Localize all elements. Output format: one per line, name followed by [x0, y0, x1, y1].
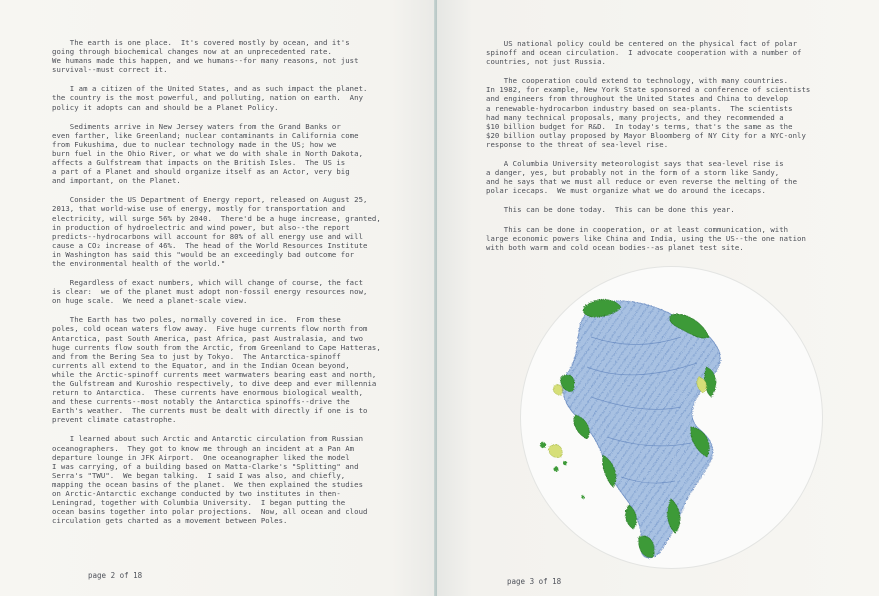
text-line: and these currents--most notably the Antarctica spinoffs--drive the — [52, 397, 350, 407]
paragraph — [486, 205, 810, 214]
text-line: Sediments arrive in New Jersey waters from the Grand Banks or — [52, 121, 341, 131]
text-line: Earth's weather. The currents must be dealt with directly if one is to — [52, 406, 368, 416]
text-line: spinoff and ocean circulation. I advocate cooperation with a number of — [486, 48, 802, 58]
text-line: had many technical proposals, many projects, and they recommended a — [486, 112, 784, 122]
text-line: Leningrad, together with Columbia University. I began putting the — [52, 498, 346, 508]
text-line: Antarctica, past South America, past Africa, past Australasia, and two — [52, 333, 364, 343]
paragraph — [486, 76, 810, 149]
text-line: return to Antarctica. These currents have enormous biological wealth, — [52, 388, 364, 398]
text-line: currents all extend to the Equator, and in the Indian Ocean beyond, — [52, 360, 350, 370]
text-line: I am a citizen of the United States, and as such impact the planet. — [52, 84, 368, 94]
text-line: policy it adopts can and should be a Planet Policy. — [52, 102, 279, 112]
text-line: Serra's "TWU". We began talking. I said I was also, and chiefly, — [52, 470, 346, 480]
text-line: prevent climate catastrophe. — [52, 415, 177, 425]
text-line: the Gulfstream and Kuroshio respectively, to dive deep and ever millennia — [52, 379, 377, 388]
text-line: large economic powers like China and India, using the US--the one nation — [486, 233, 806, 243]
text-line: a part of a Planet and should organize itself as an Actor, very big — [52, 167, 350, 177]
paragraph — [52, 195, 381, 268]
paragraph — [52, 38, 381, 74]
text-line: electricity, will surge 56% by 2040. There'd be a huge increase, granted, — [52, 213, 381, 223]
text-line: Consider the US Department of Energy report, released on August 25, — [52, 195, 368, 205]
text-line: even farther, like Greenland; nuclear contaminants in California come — [52, 130, 359, 140]
text-line: A Columbia University meteorologist says that sea-level rise is — [486, 159, 784, 169]
text-line: Regardless of exact numbers, which will change of course, the fact — [52, 278, 364, 288]
text-line: ocean basins together into polar projections. Now, all ocean and cloud — [52, 507, 368, 517]
text-line: response to the threat of sea-level rise. — [486, 139, 669, 149]
text-line: The earth is one place. It's covered mostly by ocean, and it's — [52, 38, 350, 47]
text-line: a danger, yes, but probably not in the form of a storm like Sandy, — [486, 168, 780, 178]
text-line: and important, on the Planet. — [52, 176, 181, 186]
text-line: in production of hydroelectric and wind power, but also--the report — [52, 222, 350, 232]
text-line: We humans made this happen, and we humans--for many reasons, not just — [52, 56, 359, 66]
paragraph — [52, 278, 381, 305]
text-line: I was carrying, of a building based on Matta-Clarke's "Splitting" and — [52, 461, 359, 471]
text-line: poles, cold ocean waters flow away. Five huge currents flow north from — [52, 324, 368, 334]
paragraph — [52, 434, 381, 525]
text-line: The cooperation could extend to technology, with many countries. — [486, 76, 789, 86]
text-line: In 1982, for example, New York State sponsored a conference of scientists — [486, 85, 811, 95]
left-page — [0, 0, 436, 596]
text-line: I learned about such Arctic and Antarctic circulation from Russian — [52, 434, 364, 444]
text-line: countries, not just Russia. — [486, 57, 606, 67]
text-line: 2013, that world-wise use of energy, mostly for transportation and — [52, 204, 346, 214]
paragraph — [486, 39, 810, 66]
text-line: oceanographers. They got to know me through an incident at a Pan Am — [52, 443, 355, 453]
text-line: and engineers from throughout the United States and China to develop — [486, 94, 789, 104]
text-line: This can be done today. This can be done this year. — [486, 205, 735, 215]
ocean-map-illustration — [521, 267, 822, 568]
text-line: $10 billion budget for R&D. In today's terms, that's the same as the — [486, 121, 793, 131]
text-line: mapping the ocean basins of the planet. We then explained the studies — [52, 479, 364, 489]
left-page-number: page 2 of 18 — [88, 571, 143, 580]
text-line: predicts--hydrocarbons will account for 80% of all energy use and will — [52, 231, 364, 241]
text-line: This can be done in cooperation, or at least communication, with — [486, 224, 789, 234]
text-line: the environmental health of the world." — [52, 258, 226, 268]
text-line: huge currents flow south from the Arctic, from Greenland to Cape Hatteras, — [52, 342, 381, 352]
text-line: affects a Gulfstream that impacts on the British Isles. The US is — [52, 158, 346, 168]
text-line: cause a CO₂ increase of 46%. The head of the World Resources Institute — [52, 240, 368, 250]
text-line: The Earth has two poles, normally covered in ice. From these — [52, 315, 341, 325]
text-line: in Washington has said this "would be an exceedingly bad outcome for — [52, 249, 355, 259]
paragraph — [52, 315, 381, 424]
paragraph — [52, 122, 381, 186]
ocean-basin-polar-map-icon — [521, 267, 822, 568]
left-page-text — [52, 38, 381, 535]
text-line: on huge scale. We need a planet-scale view. — [52, 296, 248, 306]
text-line: from Fukushima, due to nuclear technology made in the US; how we — [52, 139, 337, 149]
text-line: on Arctic-Antarctic exchange conducted by two institutes in then- — [52, 489, 341, 499]
paragraph — [486, 159, 810, 195]
text-line: circulation gets charted as a movement between Poles. — [52, 516, 288, 526]
text-line: while the Arctic-spinoff currents meet warmwaters bearing east and north, — [52, 369, 377, 379]
text-line: polar icecaps. We must organize what we do around the icecaps. — [486, 186, 766, 196]
right-page-number: page 3 of 18 — [507, 577, 562, 586]
right-page-text — [486, 39, 810, 262]
text-line: US national policy could be centered on the physical fact of polar — [486, 39, 798, 48]
text-line: with both warm and cold ocean bodies--as planet test site. — [486, 242, 744, 252]
text-line: burn fuel in the Ohio River, or what we do with shale in North Dakota, — [52, 148, 364, 158]
text-line: going through biochemical changes now at an unprecedented rate. — [52, 47, 332, 57]
right-page — [437, 0, 879, 596]
text-line: a renewable-hydrocarbon industry based on sea-plants. The scientists — [486, 103, 793, 113]
text-line: the country is the most powerful, and polluting, nation on earth. Any — [52, 93, 364, 103]
text-line: and he says that we must all reduce or even reverse the melting of the — [486, 177, 798, 187]
paragraph — [52, 84, 381, 111]
text-line: $20 billion outlay proposed by Mayor Bloomberg of NY City for a NYC-only — [486, 130, 806, 140]
paragraph — [486, 225, 810, 252]
text-line: is clear: we of the planet must adopt non-fossil energy resources now, — [52, 287, 368, 297]
text-line: and from the Bering Sea to just by Tokyo. The Antarctica-spinoff — [52, 351, 341, 361]
text-line: departure lounge in JFK Airport. One oceanographer liked the model — [52, 452, 350, 462]
text-line: survival--must correct it. — [52, 65, 168, 75]
